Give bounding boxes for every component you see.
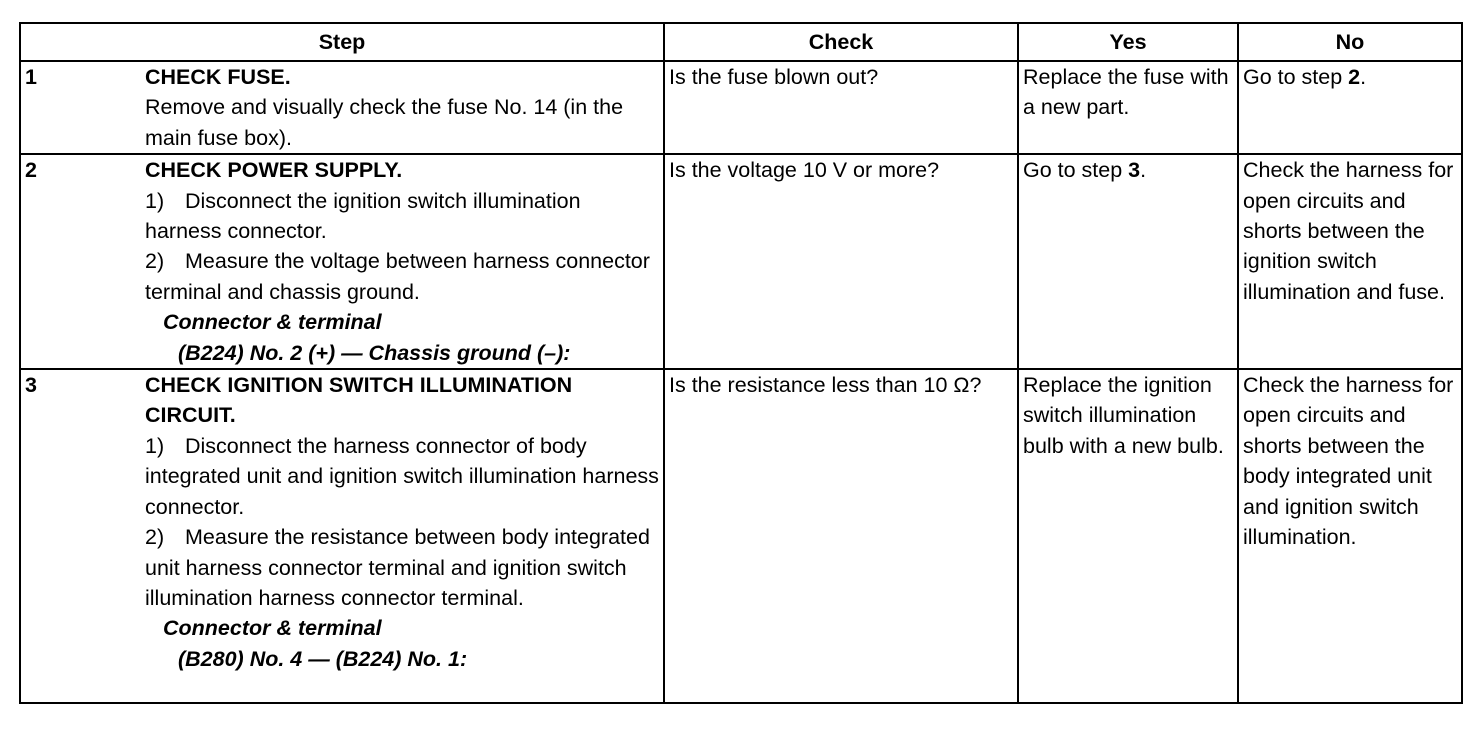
connector-label: Connector & terminal [163, 310, 382, 335]
no-text: Go to step [1243, 65, 1349, 89]
step-reference: 2 [1348, 65, 1361, 89]
substep-text: Measure the resistance between body integrated unit harness connector terminal and ignition switch illumination harness connector terminal. [145, 525, 650, 610]
substep-number: 1) [145, 188, 165, 213]
substep-text: Disconnect the harness connector of body integrated unit and ignition switch illumination harness connector. [145, 433, 659, 519]
step-title: CHECK FUSE. [145, 65, 291, 89]
table-row [20, 154, 1462, 369]
step-number: 2 [25, 158, 37, 183]
connector-value: (B224) No. 2 (+) — Chassis ground (–): [178, 340, 571, 365]
step-reference: 3 [1128, 158, 1141, 183]
no-cell [1238, 61, 1462, 154]
diagnostic-table [19, 22, 1463, 704]
header-row [20, 23, 1462, 61]
step-cell [20, 369, 664, 703]
header-step: Step [20, 23, 664, 61]
yes-text: Go to step [1023, 158, 1129, 183]
substep-text: Measure the voltage between harness connector terminal and chassis ground. [145, 249, 650, 304]
yes-cell: Replace the fuse with a new part. [1018, 61, 1238, 154]
substep-number: 2) [145, 249, 165, 274]
step-number: 3 [25, 373, 37, 398]
step-number: 1 [25, 65, 37, 89]
step-cell [20, 61, 664, 154]
yes-cell [1018, 154, 1238, 369]
check-cell: Is the resistance less than 10 Ω? [664, 369, 1018, 703]
table-row [20, 61, 1462, 154]
connector-value: (B280) No. 4 — (B224) No. 1: [178, 646, 468, 671]
yes-text-end: . [1140, 158, 1147, 183]
header-no: No [1238, 23, 1462, 61]
substep [145, 246, 660, 307]
substep-number: 1) [145, 433, 165, 458]
substep-number: 2) [145, 525, 165, 550]
step-description: Remove and visually check the fuse No. 14 (in the main fuse box). [145, 95, 624, 150]
no-text-end: . [1360, 65, 1367, 89]
table-row [20, 369, 1462, 703]
substep [145, 431, 660, 522]
step-title: CHECK POWER SUPPLY. [145, 158, 403, 183]
connector-label: Connector & terminal [163, 616, 382, 641]
no-cell: Check the harness for open circuits and shorts between the ignition switch illumination and fuse. [1238, 154, 1462, 369]
check-cell: Is the voltage 10 V or more? [664, 154, 1018, 369]
header-yes: Yes [1018, 23, 1238, 61]
substep [145, 186, 660, 247]
header-check: Check [664, 23, 1018, 61]
substep [145, 522, 660, 613]
substep-text: Disconnect the ignition switch illumination harness connector. [145, 188, 581, 244]
step-title: CHECK IGNITION SWITCH ILLUMINATION CIRCUIT. [145, 373, 573, 428]
no-cell: Check the harness for open circuits and shorts between the body integrated unit and ignition switch illumination. [1238, 369, 1462, 703]
yes-cell: Replace the ignition switch illumination bulb with a new bulb. [1018, 369, 1238, 703]
check-cell: Is the fuse blown out? [664, 61, 1018, 154]
step-cell [20, 154, 664, 369]
